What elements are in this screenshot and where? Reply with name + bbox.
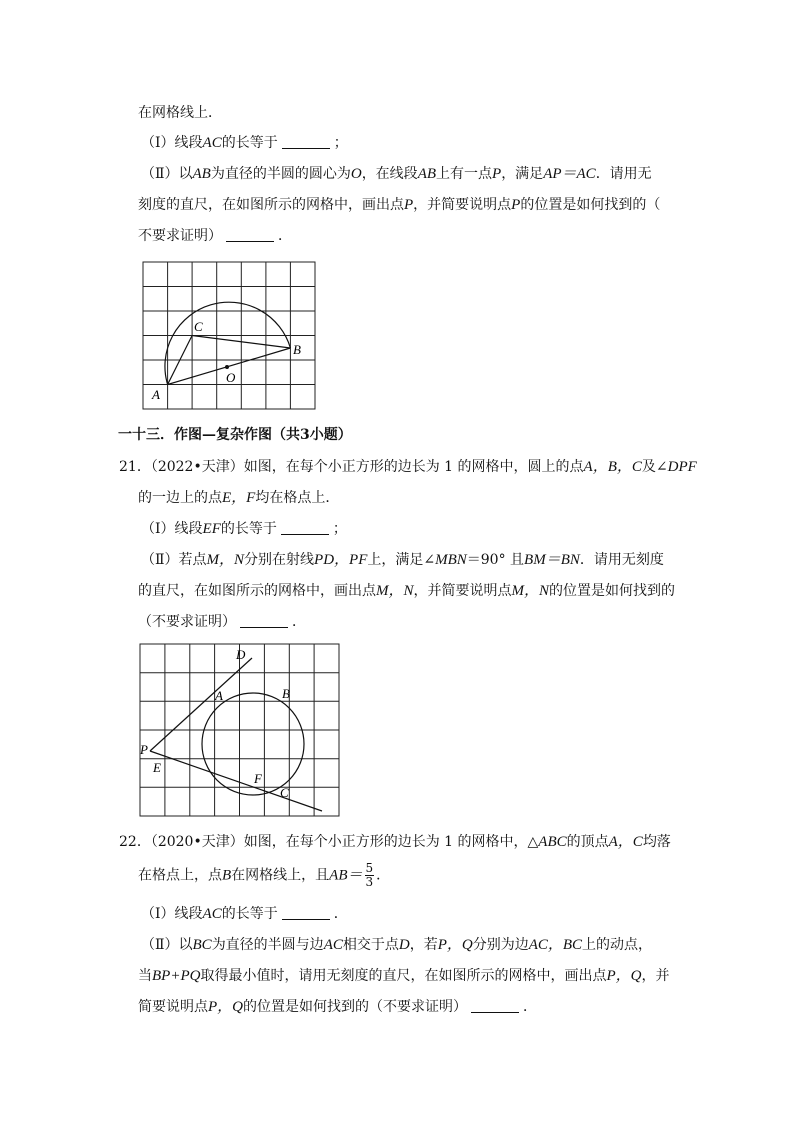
q20-part2-line-3: 不要求证明） ． — [138, 228, 292, 244]
q22-part2-line-1: （Ⅱ）以BC为直径的半圆与边AC相交于点D，若P，Q分别为边AC，BC上的动点， — [141, 937, 653, 953]
q21-stem-line-1: 21．（2022•天津）如图，在每个小正方形的边长为 1 的网格中，圆上的点A，B，C及∠DPF — [119, 459, 697, 475]
q20-label-c: C — [194, 319, 203, 334]
q21-part2-line-2: 的直尺，在如图所示的网格中，画出点M，N，并简要说明点M，N的位置是如何找到的 — [138, 583, 676, 599]
q21-circle — [202, 693, 304, 795]
q20-label-a: A — [152, 387, 160, 402]
q21-stem-line-2: 的一边上的点E，F均在格点上． — [138, 490, 340, 506]
q20-answer-blank-1[interactable] — [282, 134, 330, 149]
q20-label-b: B — [293, 342, 301, 357]
q22-stem-line-2: 在格点上，点B在网格线上，且AB＝ $\frac{5}{3}$ ． — [138, 861, 391, 889]
q21-label-b: B — [282, 686, 290, 701]
q22-answer-blank-2[interactable] — [471, 998, 519, 1013]
q22-part2-line-3: 简要说明点P，Q的位置是如何找到的（不要求证明） ． — [138, 999, 537, 1015]
q21-part2-line-1: （Ⅱ）若点M，N分别在射线PD，PF上，满足∠MBN＝90° 且BM＝BN．请用无刻度 — [141, 552, 664, 568]
q20-part2-line-2: 刻度的直尺，在如图所示的网格中，画出点P，并简要说明点P的位置是如何找到的（ — [138, 197, 661, 213]
q20-part1: （Ⅰ）线段AC的长等于 ； — [141, 135, 348, 151]
q20-part2-line-1: （Ⅱ）以AB为直径的半圆的圆心为O，在线段AB上有一点P，满足AP＝AC．请用无 — [141, 166, 652, 182]
q21-part2-line-3: （不要求证明） ． — [138, 614, 306, 630]
q20-center-dot — [225, 365, 229, 369]
q22-part2-line-2: 当BP+PQ取得最小值时，请用无刻度的直尺，在如图所示的网格中，画出点P，Q，并 — [138, 968, 670, 984]
section-heading: 一十三．作图—复杂作图（共3小题） — [118, 427, 352, 443]
q21-label-p: P — [140, 742, 148, 757]
q21-label-f: F — [254, 771, 262, 786]
q21-figure — [138, 642, 342, 818]
q22-answer-blank-1[interactable] — [282, 905, 330, 920]
q21-label-c: C — [280, 785, 289, 800]
q20-text-line-1: 在网格线上． — [138, 105, 222, 121]
q22-stem-line-1: 22．（2020•天津）如图，在每个小正方形的边长为 1 的网格中，△ABC的顶点A，C均落 — [119, 834, 671, 850]
q20-answer-blank-2[interactable] — [226, 227, 274, 242]
q21-label-e: E — [153, 760, 161, 775]
q22-fraction: $\frac{5}{3}$ — [365, 861, 374, 889]
q21-label-a: A — [215, 688, 223, 703]
q20-label-o: O — [226, 370, 236, 385]
q21-ray-pf — [150, 751, 322, 811]
q20-figure — [140, 260, 318, 412]
q21-answer-blank-1[interactable] — [281, 520, 329, 535]
q20-grid — [143, 262, 315, 409]
q21-answer-blank-2[interactable] — [240, 613, 288, 628]
q22-part1: （Ⅰ）线段AC的长等于 ． — [141, 906, 348, 922]
q21-label-d: D — [236, 647, 246, 662]
q21-part1: （Ⅰ）线段EF的长等于 ； — [141, 521, 347, 537]
